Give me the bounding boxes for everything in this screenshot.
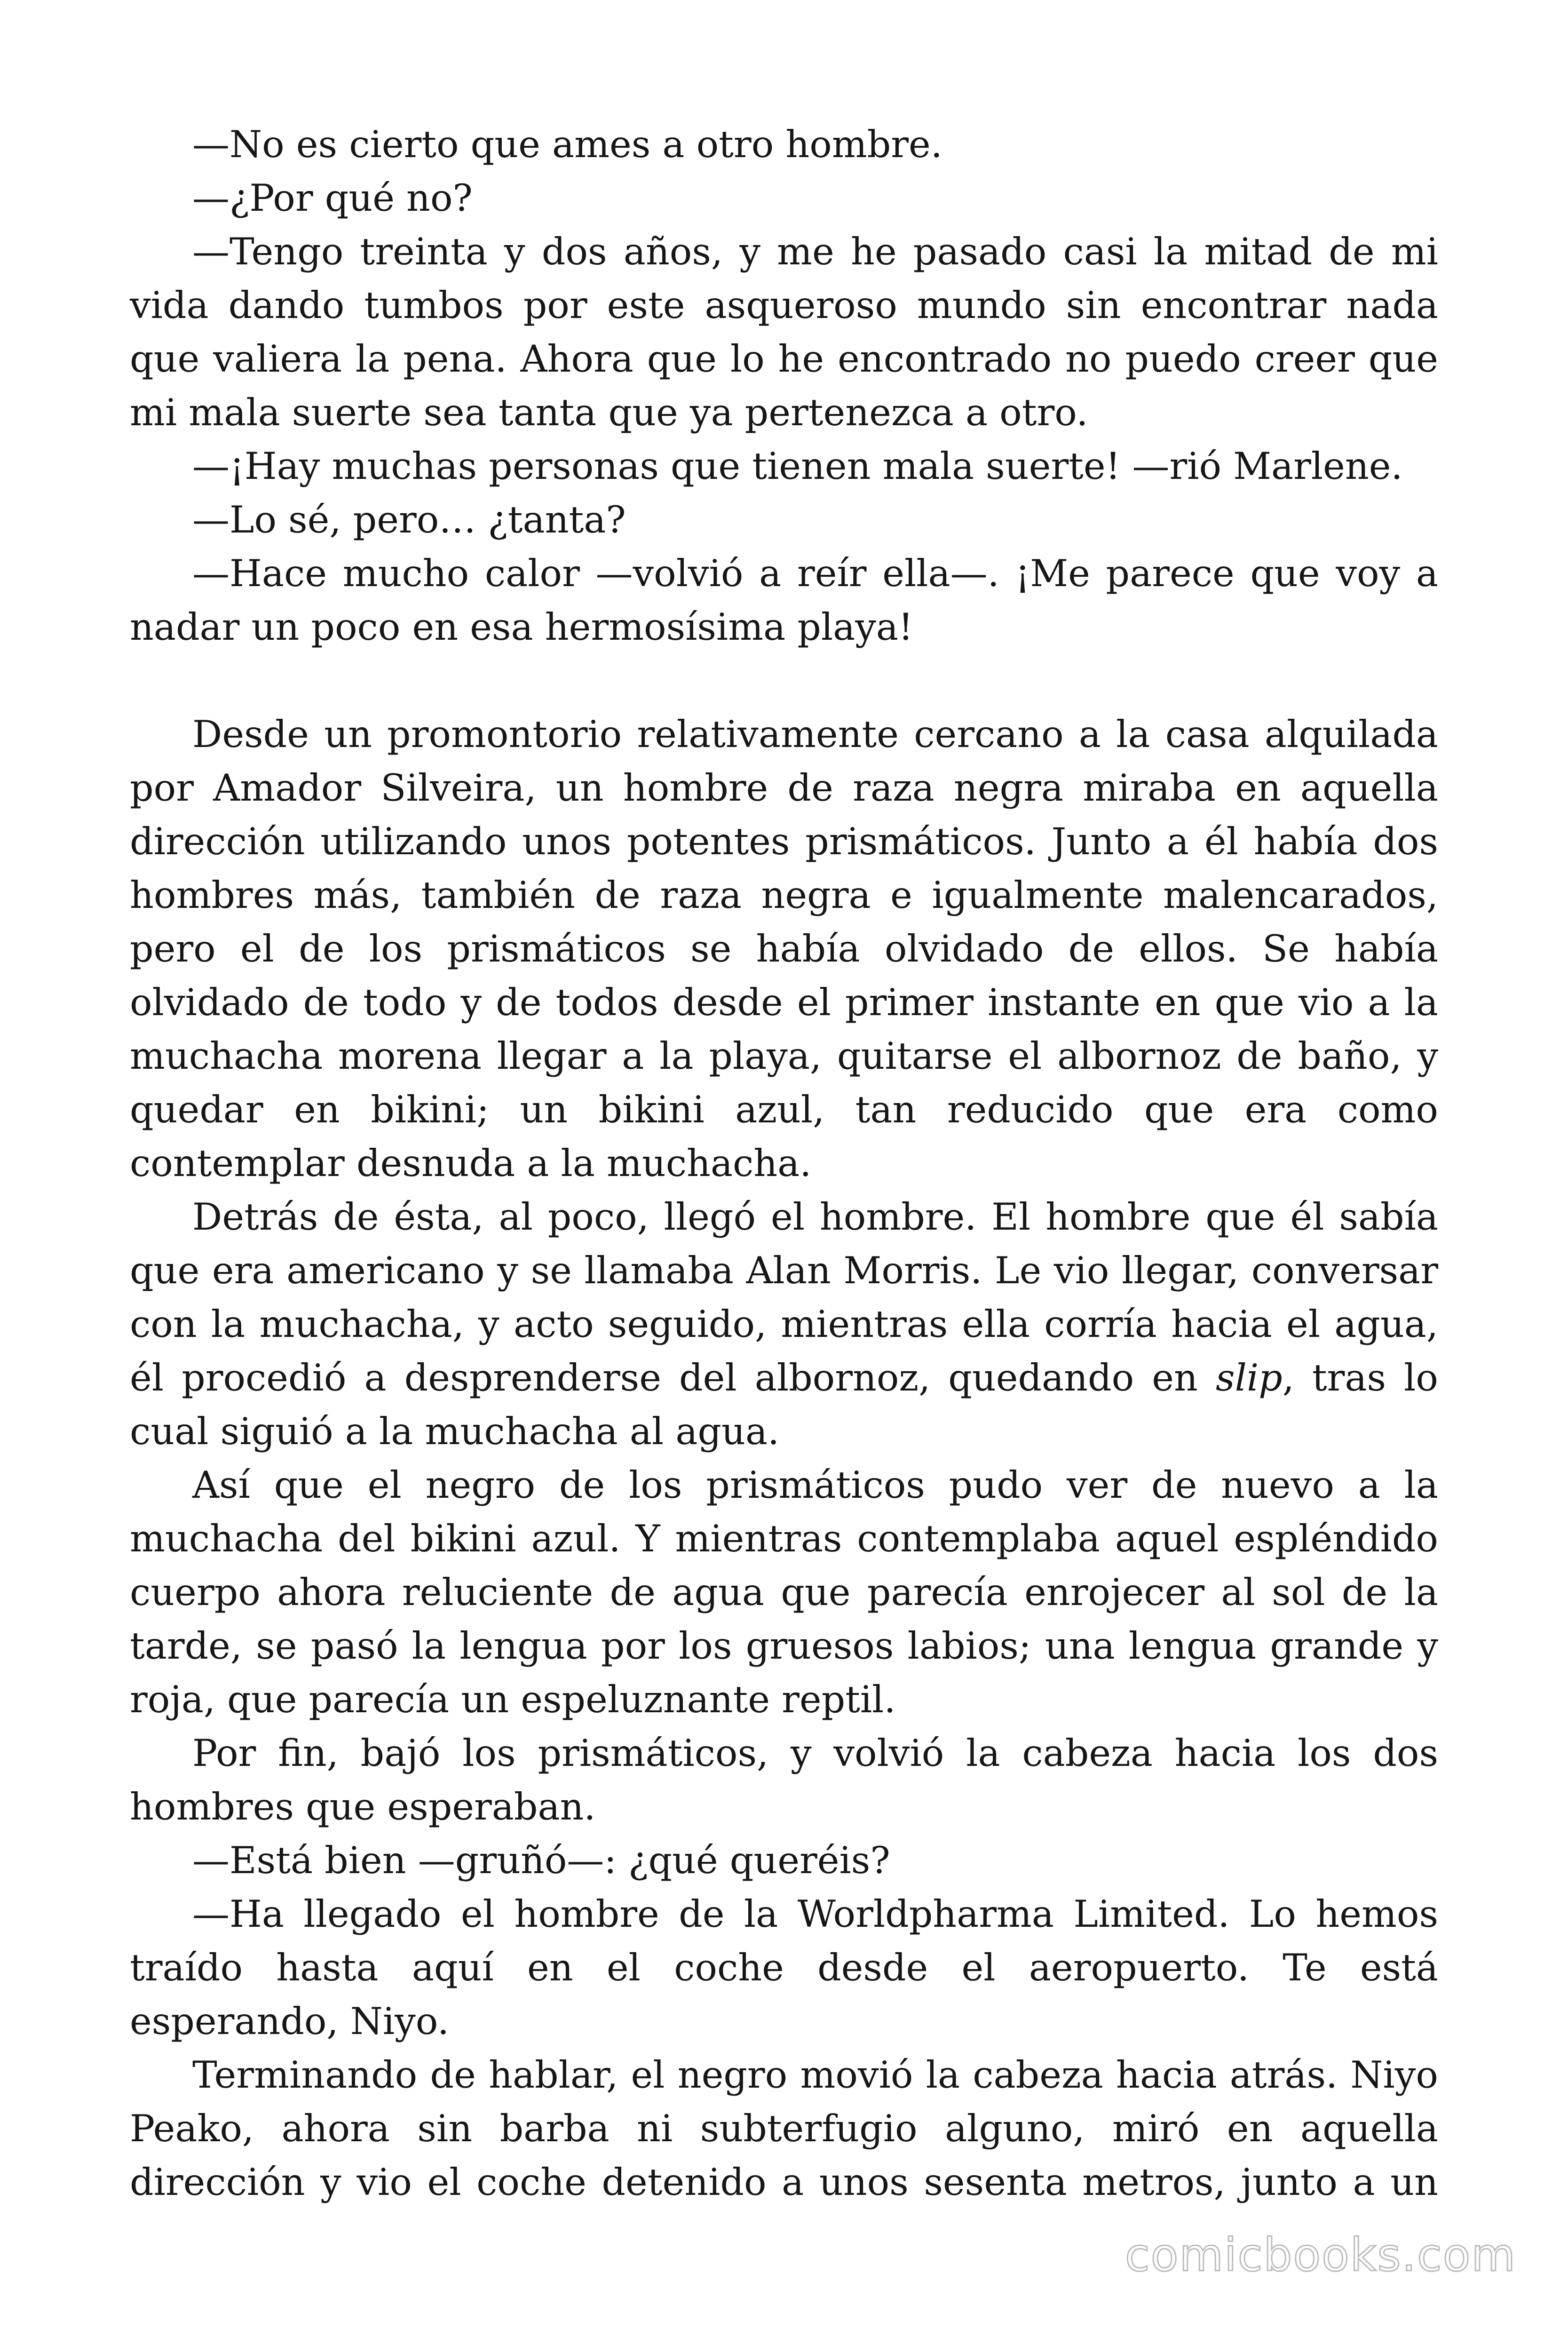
paragraph: Terminando de hablar, el negro movió la cabeza hacia atrás. Niyo Peako, ahora sin barba ni subterfugio alguno, miró en aquella dirección y vio el coche detenido a unos sesenta metros, junto a un bbox=[130, 2053, 1438, 2204]
paragraph: —¡Hay muchas personas que tienen mala suerte! —rió Marlene. bbox=[192, 445, 1403, 488]
paragraph: Por fin, bajó los prismáticos, y volvió la cabeza hacia los dos hombres que esperaban. bbox=[130, 1732, 1438, 1828]
watermark: comicbooks.com bbox=[1125, 2229, 1516, 2281]
paragraph-text: , tras lo cual siguió a la muchacha al agua. bbox=[130, 1356, 1438, 1453]
paragraph: —Ha llegado el hombre de la Worldpharma Limited. Lo hemos traído hasta aquí en el coche desde el aeropuerto. Te está esperando, Niyo. bbox=[130, 1892, 1438, 2043]
paragraph: Así que el negro de los prismáticos pudo ver de nuevo a la muchacha del bikini azul. Y mientras contemplaba aquel espléndido cuerpo ahora reluciente de agua que parecía enrojecer al sol de la tarde, se pasó la lengua por los gruesos labios; una lengua grande y roja, que parecía un espeluznante reptil. bbox=[130, 1463, 1438, 1721]
book-page bbox=[130, 118, 1438, 2209]
paragraph: Desde un promontorio relativamente cercano a la casa alquilada por Amador Silveira, un hombre de raza negra miraba en aquella dirección utilizando unos potentes prismáticos. Junto a él había dos hombres más, también de raza negra e igualmente malencarados, pero el de los prismáticos se había olvidado de ellos. Se había olvidado de todo y de todos desde el primer instante en que vio a la muchacha morena llegar a la playa, quitarse el albornoz de baño, y quedar en bikini; un bikini azul, tan reducido que era como contemplar desnuda a la muchacha. bbox=[130, 713, 1438, 1185]
paragraph: —Hace mucho calor —volvió a reír ella—. ¡Me parece que voy a nadar un poco en esa hermosísima playa! bbox=[130, 552, 1438, 649]
paragraph: —¿Por qué no? bbox=[192, 176, 473, 220]
paragraph-text: Detrás de ésta, al poco, llegó el hombre. El hombre que él sabía que era americano y se llamaba Alan Morris. Le vio llegar, conversar con la muchacha, y acto seguido, mientras ella corría hacia el agua, él procedió a desprenderse del albornoz, quedando en bbox=[130, 1195, 1438, 1399]
paragraph: —Lo sé, pero… ¿tanta? bbox=[192, 498, 626, 541]
paragraph: —No es cierto que ames a otro hombre. bbox=[192, 123, 942, 166]
paragraph: —Tengo treinta y dos años, y me he pasado casi la mitad de mi vida dando tumbos por este asqueroso mundo sin encontrar nada que valiera la pena. Ahora que lo he encontrado no puedo creer que mi mala suerte sea tanta que ya pertenezca a otro. bbox=[130, 230, 1438, 434]
section-break bbox=[130, 654, 1438, 707]
paragraph bbox=[130, 1190, 1438, 1458]
paragraph: —Está bien —gruñó—: ¿qué queréis? bbox=[192, 1839, 890, 1882]
italic-word: slip bbox=[1216, 1356, 1283, 1399]
